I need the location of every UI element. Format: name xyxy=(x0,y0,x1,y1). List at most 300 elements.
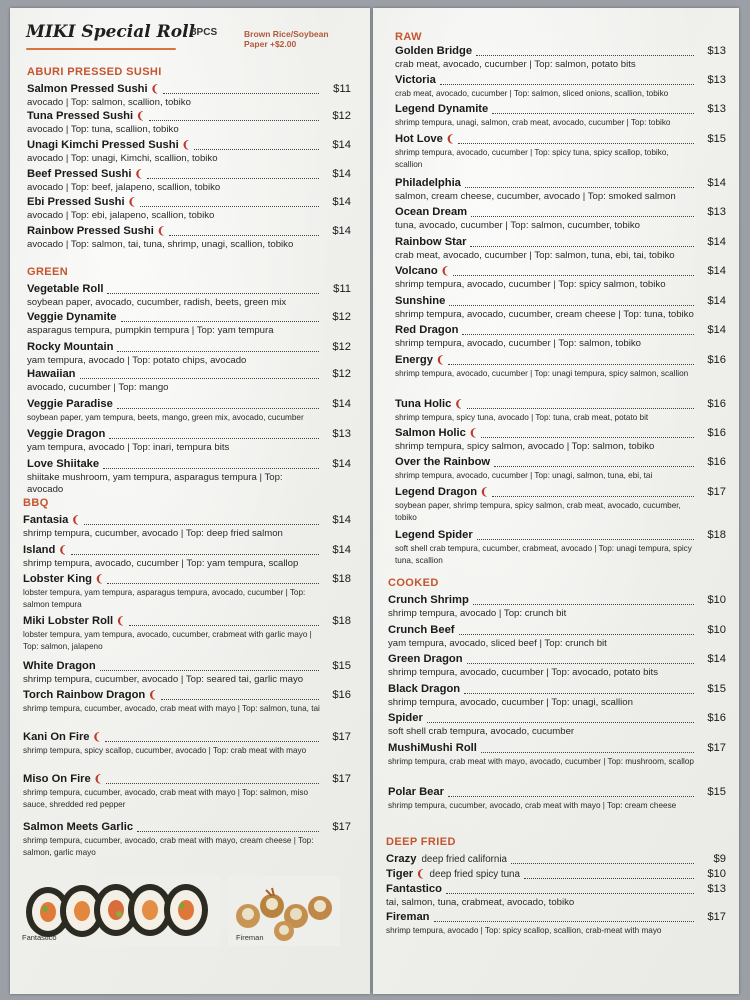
dot-leader xyxy=(458,142,694,144)
menu-item-row xyxy=(27,225,351,239)
menu-item-row xyxy=(395,427,726,441)
menu-item-row xyxy=(395,398,726,412)
menu-item xyxy=(395,103,726,129)
menu-item xyxy=(27,398,351,424)
item-description: shrimp tempura, avocado, cucumber | Top: salmon, tobiko xyxy=(395,338,642,349)
item-price: $12 xyxy=(332,311,351,323)
menu-item xyxy=(395,456,726,482)
chili-pepper-icon: ❨ xyxy=(454,399,463,410)
menu-item xyxy=(23,544,351,570)
dot-leader xyxy=(459,633,694,635)
chili-pepper-icon: ❨ xyxy=(116,616,125,627)
chili-pepper-icon: ❨ xyxy=(71,515,80,526)
item-name: Lobster King xyxy=(23,573,92,585)
menu-item-row xyxy=(23,689,351,703)
item-name: Salmon Pressed Sushi xyxy=(27,83,148,95)
item-price: $18 xyxy=(707,529,726,541)
dot-leader xyxy=(481,751,694,753)
item-price: $15 xyxy=(332,660,351,672)
dot-leader xyxy=(471,215,694,217)
menu-header xyxy=(20,22,350,49)
item-name: Veggie Dragon xyxy=(27,428,106,440)
item-name: Veggie Paradise xyxy=(27,398,113,410)
dot-leader xyxy=(107,582,319,584)
item-price: $11 xyxy=(333,83,351,95)
header-underline xyxy=(26,48,176,50)
menu-item xyxy=(27,311,351,337)
item-price: $13 xyxy=(707,45,726,57)
menu-item xyxy=(23,514,351,540)
dot-leader xyxy=(109,437,319,439)
item-description: shrimp tempura, spicy tuna, avocado | Top: tuna, crab meat, potato bit xyxy=(395,413,649,422)
item-name: Volcano xyxy=(395,265,438,277)
item-description: shrimp tempura, cucumber, avocado | Top: seared tai, garlic mayo xyxy=(23,674,304,685)
dot-leader xyxy=(149,119,320,121)
item-description: yam tempura, avocado | Top: inari, tempura bits xyxy=(27,442,230,453)
item-description: salmon, cream cheese, cucumber, avocado | Top: smoked salmon xyxy=(395,191,676,202)
chili-pepper-icon: ❨ xyxy=(95,574,104,585)
item-price: $14 xyxy=(332,168,351,180)
item-description: avocado | Top: unagi, Kimchi, scallion, tobiko xyxy=(27,153,218,164)
dot-leader xyxy=(71,553,319,555)
item-name: Rainbow Star xyxy=(395,236,467,248)
dot-leader xyxy=(453,274,694,276)
menu-item-row xyxy=(27,83,351,97)
item-price: $9 xyxy=(713,853,726,865)
menu-item xyxy=(27,368,351,394)
item-price: $13 xyxy=(332,428,351,440)
item-description: soybean paper, avocado, cucumber, radish, beets, green mix xyxy=(27,297,287,308)
item-name: White Dragon xyxy=(23,660,96,672)
item-description: soft shell crab tempura, cucumber, crabmeat, avocado | Top: unagi tempura, spicy tuna, scallion xyxy=(395,544,692,565)
item-name: Energy xyxy=(395,354,433,366)
dot-leader xyxy=(129,624,319,626)
menu-item-row xyxy=(395,177,726,191)
menu-item xyxy=(27,168,351,194)
item-description: shrimp tempura, avocado, cucumber | Top: unagi, salmon, tuna, ebi, tai xyxy=(395,471,653,480)
chili-pepper-icon: ❨ xyxy=(58,545,67,556)
item-name: Rainbow Pressed Sushi xyxy=(27,225,154,237)
item-name: Fantasia xyxy=(23,514,69,526)
item-description: soybean paper, yam tempura, beets, mango, green mix, avocado, cucumber xyxy=(27,413,304,422)
menu-item-row xyxy=(27,398,351,412)
menu-item xyxy=(23,731,351,757)
item-name: Tiger xyxy=(386,868,414,880)
menu-item-row xyxy=(27,110,351,124)
item-description: crab meat, avocado, cucumber | Top: salmon, tuna, ebi, tai, tobiko xyxy=(395,250,675,261)
item-description: shrimp tempura, unagi, salmon, crab meat, avocado, cucumber | Top: tobiko xyxy=(395,118,671,127)
dot-leader xyxy=(476,54,694,56)
dot-leader xyxy=(163,92,319,94)
item-description: shrimp tempura, avocado, cucumber | Top: avocado, potato bits xyxy=(388,667,659,678)
menu-item xyxy=(27,196,351,222)
menu-item xyxy=(395,206,726,232)
item-price: $14 xyxy=(332,139,351,151)
item-description: shrimp tempura, spicy salmon, avocado | Top: salmon, tobiko xyxy=(395,441,655,452)
dot-leader xyxy=(80,377,320,379)
menu-item-row xyxy=(386,883,726,897)
dot-leader xyxy=(481,436,694,438)
item-description: yam tempura, avocado, sliced beef | Top: crunch bit xyxy=(388,638,607,649)
menu-item-row xyxy=(395,133,726,147)
item-name: Rocky Mountain xyxy=(27,341,114,353)
item-description: asparagus tempura, pumpkin tempura | Top: yam tempura xyxy=(27,325,274,336)
item-price: $17 xyxy=(332,773,351,785)
menu-item xyxy=(23,773,351,810)
menu-item xyxy=(395,74,726,100)
menu-item-row xyxy=(395,236,726,250)
chili-pepper-icon: ❨ xyxy=(150,84,160,95)
item-description: shrimp tempura, spicy scallop, cucumber, avocado | Top: crab meat with mayo xyxy=(23,746,307,755)
menu-item xyxy=(27,139,351,165)
item-description: shrimp tempura, cucumber, avocado, crab meat with mayo | Top: cream cheese xyxy=(388,801,677,810)
chili-pepper-icon: ❨ xyxy=(468,428,478,439)
dot-leader xyxy=(121,320,319,322)
dot-leader xyxy=(473,603,694,605)
menu-item-row xyxy=(27,311,351,325)
item-name: Kani On Fire xyxy=(23,731,90,743)
fantastico-caption: Fantastico xyxy=(22,933,57,942)
menu-item-row xyxy=(388,742,726,756)
dot-leader xyxy=(147,177,319,179)
item-price: $14 xyxy=(332,398,351,410)
menu-item xyxy=(395,177,726,203)
menu-item xyxy=(388,683,726,709)
menu-item-row xyxy=(395,45,726,59)
item-name: Vegetable Roll xyxy=(27,283,104,295)
item-price: $17 xyxy=(707,742,726,754)
item-name: Polar Bear xyxy=(388,786,444,798)
item-price: $15 xyxy=(707,133,726,145)
menu-item-row xyxy=(27,341,351,355)
item-price: $12 xyxy=(332,341,351,353)
item-name: Ocean Dream xyxy=(395,206,468,218)
item-name: Black Dragon xyxy=(388,683,461,695)
dot-leader xyxy=(462,333,694,335)
menu-item-row xyxy=(27,368,351,382)
item-name: Veggie Dynamite xyxy=(27,311,117,323)
item-name: Sunshine xyxy=(395,295,446,307)
item-description: yam tempura, avocado | Top: potato chips, avocado xyxy=(27,355,247,366)
item-description: soft shell crab tempura, avocado, cucumber xyxy=(388,726,575,737)
item-price: $10 xyxy=(707,868,726,880)
item-price: $13 xyxy=(707,883,726,895)
menu-item-row xyxy=(395,74,726,88)
dot-leader xyxy=(492,495,694,497)
menu-item-row xyxy=(395,295,726,309)
menu-item-row xyxy=(386,868,726,882)
menu-item-row xyxy=(395,206,726,220)
chili-pepper-icon: ❨ xyxy=(148,690,157,701)
menu-item-row xyxy=(395,265,726,279)
dot-leader xyxy=(464,692,694,694)
menu-item xyxy=(386,853,726,867)
item-price: $16 xyxy=(707,712,726,724)
item-description: shrimp tempura, avocado, cucumber | Top: yam tempura, scallop xyxy=(23,558,299,569)
dot-leader xyxy=(448,795,694,797)
dot-leader xyxy=(105,740,319,742)
item-price: $18 xyxy=(332,615,351,627)
menu-item xyxy=(27,225,351,251)
dot-leader xyxy=(440,83,694,85)
menu-item xyxy=(27,341,351,367)
item-price: $14 xyxy=(332,458,351,470)
item-inline-description: deep fried spicy tuna xyxy=(429,869,520,880)
menu-item xyxy=(395,398,726,424)
item-price: $17 xyxy=(707,486,726,498)
item-description: soybean paper, shrimp tempura, spicy salmon, crab meat, avocado, cucumber, tobiko xyxy=(395,501,681,522)
dot-leader xyxy=(137,830,319,832)
dot-leader xyxy=(511,862,694,864)
menu-item-row xyxy=(23,514,351,528)
item-price: $14 xyxy=(707,177,726,189)
dot-leader xyxy=(467,662,694,664)
item-price: $14 xyxy=(332,225,351,237)
item-description: shrimp tempura, avocado, cucumber | Top: unagi, scallion xyxy=(388,697,633,708)
item-name: Crunch Beef xyxy=(388,624,455,636)
menu-item xyxy=(23,821,351,858)
item-name: Legend Dragon xyxy=(395,486,478,498)
dot-leader xyxy=(107,292,319,294)
menu-item xyxy=(23,573,351,610)
menu-item-row xyxy=(395,529,726,543)
item-price: $14 xyxy=(332,544,351,556)
menu-item-row xyxy=(388,624,726,638)
menu-item-row xyxy=(27,283,351,297)
item-description: shiitake mushroom, yam tempura, asparagus tempura | Top: avocado xyxy=(27,472,283,495)
pieces-note: 8PCS xyxy=(191,27,218,38)
menu-item-row xyxy=(386,911,726,925)
item-price: $16 xyxy=(332,689,351,701)
item-name: Miki Lobster Roll xyxy=(23,615,114,627)
item-description: tuna, avocado, cucumber | Top: salmon, cucumber, tobiko xyxy=(395,220,640,231)
menu-item xyxy=(395,236,726,262)
item-description: shrimp tempura, cucumber, avocado, crab meat with mayo | Top: salmon, tuna, tai xyxy=(23,704,320,713)
item-price: $14 xyxy=(707,236,726,248)
chili-pepper-icon: ❨ xyxy=(480,487,489,498)
menu-item xyxy=(27,458,351,495)
item-name: Legend Spider xyxy=(395,529,473,541)
menu-item xyxy=(388,786,726,812)
menu-item-row xyxy=(388,786,726,800)
dot-leader xyxy=(477,538,694,540)
menu-item-row xyxy=(395,456,726,470)
item-name: Fantastico xyxy=(386,883,442,895)
menu-item xyxy=(388,594,726,620)
item-inline-description: deep fried california xyxy=(421,854,507,865)
menu-item-row xyxy=(23,544,351,558)
item-name: Miso On Fire xyxy=(23,773,91,785)
chili-pepper-icon: ❨ xyxy=(134,169,143,180)
item-description: avocado | Top: salmon, scallion, tobiko xyxy=(27,97,191,108)
dot-leader xyxy=(434,920,694,922)
dot-leader xyxy=(169,234,319,236)
dot-leader xyxy=(449,304,694,306)
menu-item-row xyxy=(386,853,726,867)
menu-item xyxy=(23,615,351,652)
menu-item xyxy=(386,868,726,882)
item-price: $14 xyxy=(707,265,726,277)
chili-pepper-icon: ❨ xyxy=(92,732,101,743)
item-description: avocado | Top: beef, jalapeno, scallion, tobiko xyxy=(27,182,221,193)
item-price: $10 xyxy=(707,624,726,636)
dot-leader xyxy=(470,245,694,247)
item-price: $18 xyxy=(332,573,351,585)
section-title: COOKED xyxy=(388,577,439,589)
item-name: Fireman xyxy=(386,911,430,923)
item-name: Beef Pressed Sushi xyxy=(27,168,132,180)
menu-item-row xyxy=(23,773,351,787)
item-price: $16 xyxy=(707,398,726,410)
dot-leader xyxy=(427,721,694,723)
menu-item-row xyxy=(23,660,351,674)
menu-item-row xyxy=(23,615,351,629)
dot-leader xyxy=(100,669,319,671)
chili-pepper-icon: ❨ xyxy=(127,197,137,208)
item-name: Hot Love xyxy=(395,133,443,145)
item-price: $11 xyxy=(333,283,351,295)
chili-pepper-icon: ❨ xyxy=(416,869,425,880)
item-name: Tuna Holic xyxy=(395,398,452,410)
item-name: Philadelphia xyxy=(395,177,461,189)
item-price: $14 xyxy=(332,196,351,208)
item-price: $10 xyxy=(707,594,726,606)
menu-item-row xyxy=(27,458,351,472)
item-price: $12 xyxy=(332,110,351,122)
dot-leader xyxy=(494,465,694,467)
menu-item xyxy=(395,427,726,453)
chili-pepper-icon: ❨ xyxy=(93,774,103,785)
dot-leader xyxy=(446,892,694,894)
menu-item-row xyxy=(27,196,351,210)
item-description: shrimp tempura, avocado, cucumber, cream cheese | Top: tuna, tobiko xyxy=(395,309,694,320)
dot-leader xyxy=(448,363,694,365)
item-description: avocado | Top: ebi, jalapeno, scallion, tobiko xyxy=(27,210,215,221)
item-description: tai, salmon, tuna, crabmeat, avocado, tobiko xyxy=(386,897,575,908)
item-name: Love Shiitake xyxy=(27,458,100,470)
menu-item xyxy=(23,660,351,686)
item-price: $15 xyxy=(707,786,726,798)
item-price: $17 xyxy=(707,911,726,923)
item-description: shrimp tempura, avocado, cucumber | Top: unagi tempura, spicy salmon, scallion xyxy=(395,369,689,378)
upgrade-note: Brown Rice/Soybean Paper +$2.00 xyxy=(244,29,329,49)
menu-item-row xyxy=(388,653,726,667)
item-name: Golden Bridge xyxy=(395,45,473,57)
dot-leader xyxy=(117,350,319,352)
menu-item-row xyxy=(27,139,351,153)
menu-item xyxy=(388,624,726,650)
menu-item xyxy=(395,265,726,291)
menu-item xyxy=(395,324,726,350)
item-price: $17 xyxy=(332,731,351,743)
chili-pepper-icon: ❨ xyxy=(440,266,450,277)
menu-item xyxy=(27,83,351,109)
item-price: $13 xyxy=(707,103,726,115)
menu-item-row xyxy=(27,428,351,442)
item-price: $16 xyxy=(707,354,726,366)
item-price: $16 xyxy=(707,456,726,468)
menu-item-row xyxy=(23,821,351,835)
item-description: avocado, cucumber | Top: mango xyxy=(27,382,169,393)
item-name: Victoria xyxy=(395,74,436,86)
dot-leader xyxy=(465,186,694,188)
chili-pepper-icon: ❨ xyxy=(445,134,455,145)
menu-item-row xyxy=(388,712,726,726)
item-description: avocado | Top: salmon, tai, tuna, shrimp, unagi, scallion, tobiko xyxy=(27,239,294,250)
item-description: shrimp tempura, cucumber, avocado, crab meat with mayo, cream cheese | Top: salmon, garlic mayo xyxy=(23,836,314,857)
section-title: BBQ xyxy=(23,497,49,509)
menu-item-row xyxy=(395,354,726,368)
section-title: DEEP FRIED xyxy=(386,836,456,848)
item-description: shrimp tempura, avocado, cucumber | Top: spicy salmon, tobiko xyxy=(395,279,666,290)
dot-leader xyxy=(467,407,694,409)
item-description: crab meat, avocado, cucumber | Top: salmon, sliced onions, scallion, tobiko xyxy=(395,89,669,98)
item-description: crab meat, avocado, cucumber | Top: salmon, potato bits xyxy=(395,59,636,70)
chili-pepper-icon: ❨ xyxy=(136,111,145,122)
section-title: ABURI PRESSED SUSHI xyxy=(27,66,162,78)
menu-item xyxy=(388,653,726,679)
brand-title: MIKI Special Roll xyxy=(26,22,195,42)
section-title: RAW xyxy=(395,31,422,43)
item-name: MushiMushi Roll xyxy=(388,742,477,754)
item-description: shrimp tempura, avocado, cucumber | Top: spicy tuna, spicy scallop, tobiko, scallion xyxy=(395,148,669,169)
item-name: Salmon Holic xyxy=(395,427,466,439)
menu-item-row xyxy=(395,103,726,117)
menu-item-row xyxy=(23,573,351,587)
chili-pepper-icon: ❨ xyxy=(156,226,166,237)
dot-leader xyxy=(103,467,319,469)
item-name: Crazy xyxy=(386,853,417,865)
item-description: lobster tempura, yam tempura, avocado, cucumber, crabmeat with garlic mayo | Top: salmon, jalapeno xyxy=(23,630,312,651)
item-price: $14 xyxy=(332,514,351,526)
menu-item xyxy=(395,529,726,566)
menu-item-row xyxy=(388,683,726,697)
item-name: Ebi Pressed Sushi xyxy=(27,196,125,208)
menu-item xyxy=(386,911,726,937)
menu-item xyxy=(395,45,726,71)
dot-leader xyxy=(161,698,319,700)
chili-pepper-icon: ❨ xyxy=(181,140,191,151)
fireman-caption: Fireman xyxy=(236,933,264,942)
item-price: $13 xyxy=(707,74,726,86)
menu-item-row xyxy=(27,168,351,182)
item-price: $13 xyxy=(707,206,726,218)
section-title: GREEN xyxy=(27,266,69,278)
menu-item xyxy=(395,354,726,380)
dot-leader xyxy=(106,782,319,784)
menu-item-row xyxy=(23,731,351,745)
dot-leader xyxy=(84,523,319,525)
menu-item xyxy=(27,428,351,454)
dot-leader xyxy=(117,407,319,409)
item-description: shrimp tempura, cucumber, avocado, crab meat with mayo | Top: salmon, miso sauce, shredded red pepper xyxy=(23,788,309,809)
item-description: shrimp tempura, avocado | Top: crunch bit xyxy=(388,608,567,619)
menu-item-row xyxy=(395,324,726,338)
item-name: Red Dragon xyxy=(395,324,459,336)
item-name: Tuna Pressed Sushi xyxy=(27,110,134,122)
menu-item xyxy=(388,742,726,768)
item-name: Unagi Kimchi Pressed Sushi xyxy=(27,139,179,151)
item-description: shrimp tempura, crab meat with mayo, avocado, cucumber | Top: mushroom, scallop xyxy=(388,757,694,766)
dot-leader xyxy=(492,112,694,114)
item-price: $15 xyxy=(707,683,726,695)
chili-pepper-icon: ❨ xyxy=(435,355,445,366)
menu-item xyxy=(395,486,726,523)
item-description: shrimp tempura, avocado | Top: spicy scallop, scallion, crab-meat with mayo xyxy=(386,926,662,935)
item-name: Island xyxy=(23,544,56,556)
item-name: Hawaiian xyxy=(27,368,76,380)
menu-item xyxy=(386,883,726,909)
